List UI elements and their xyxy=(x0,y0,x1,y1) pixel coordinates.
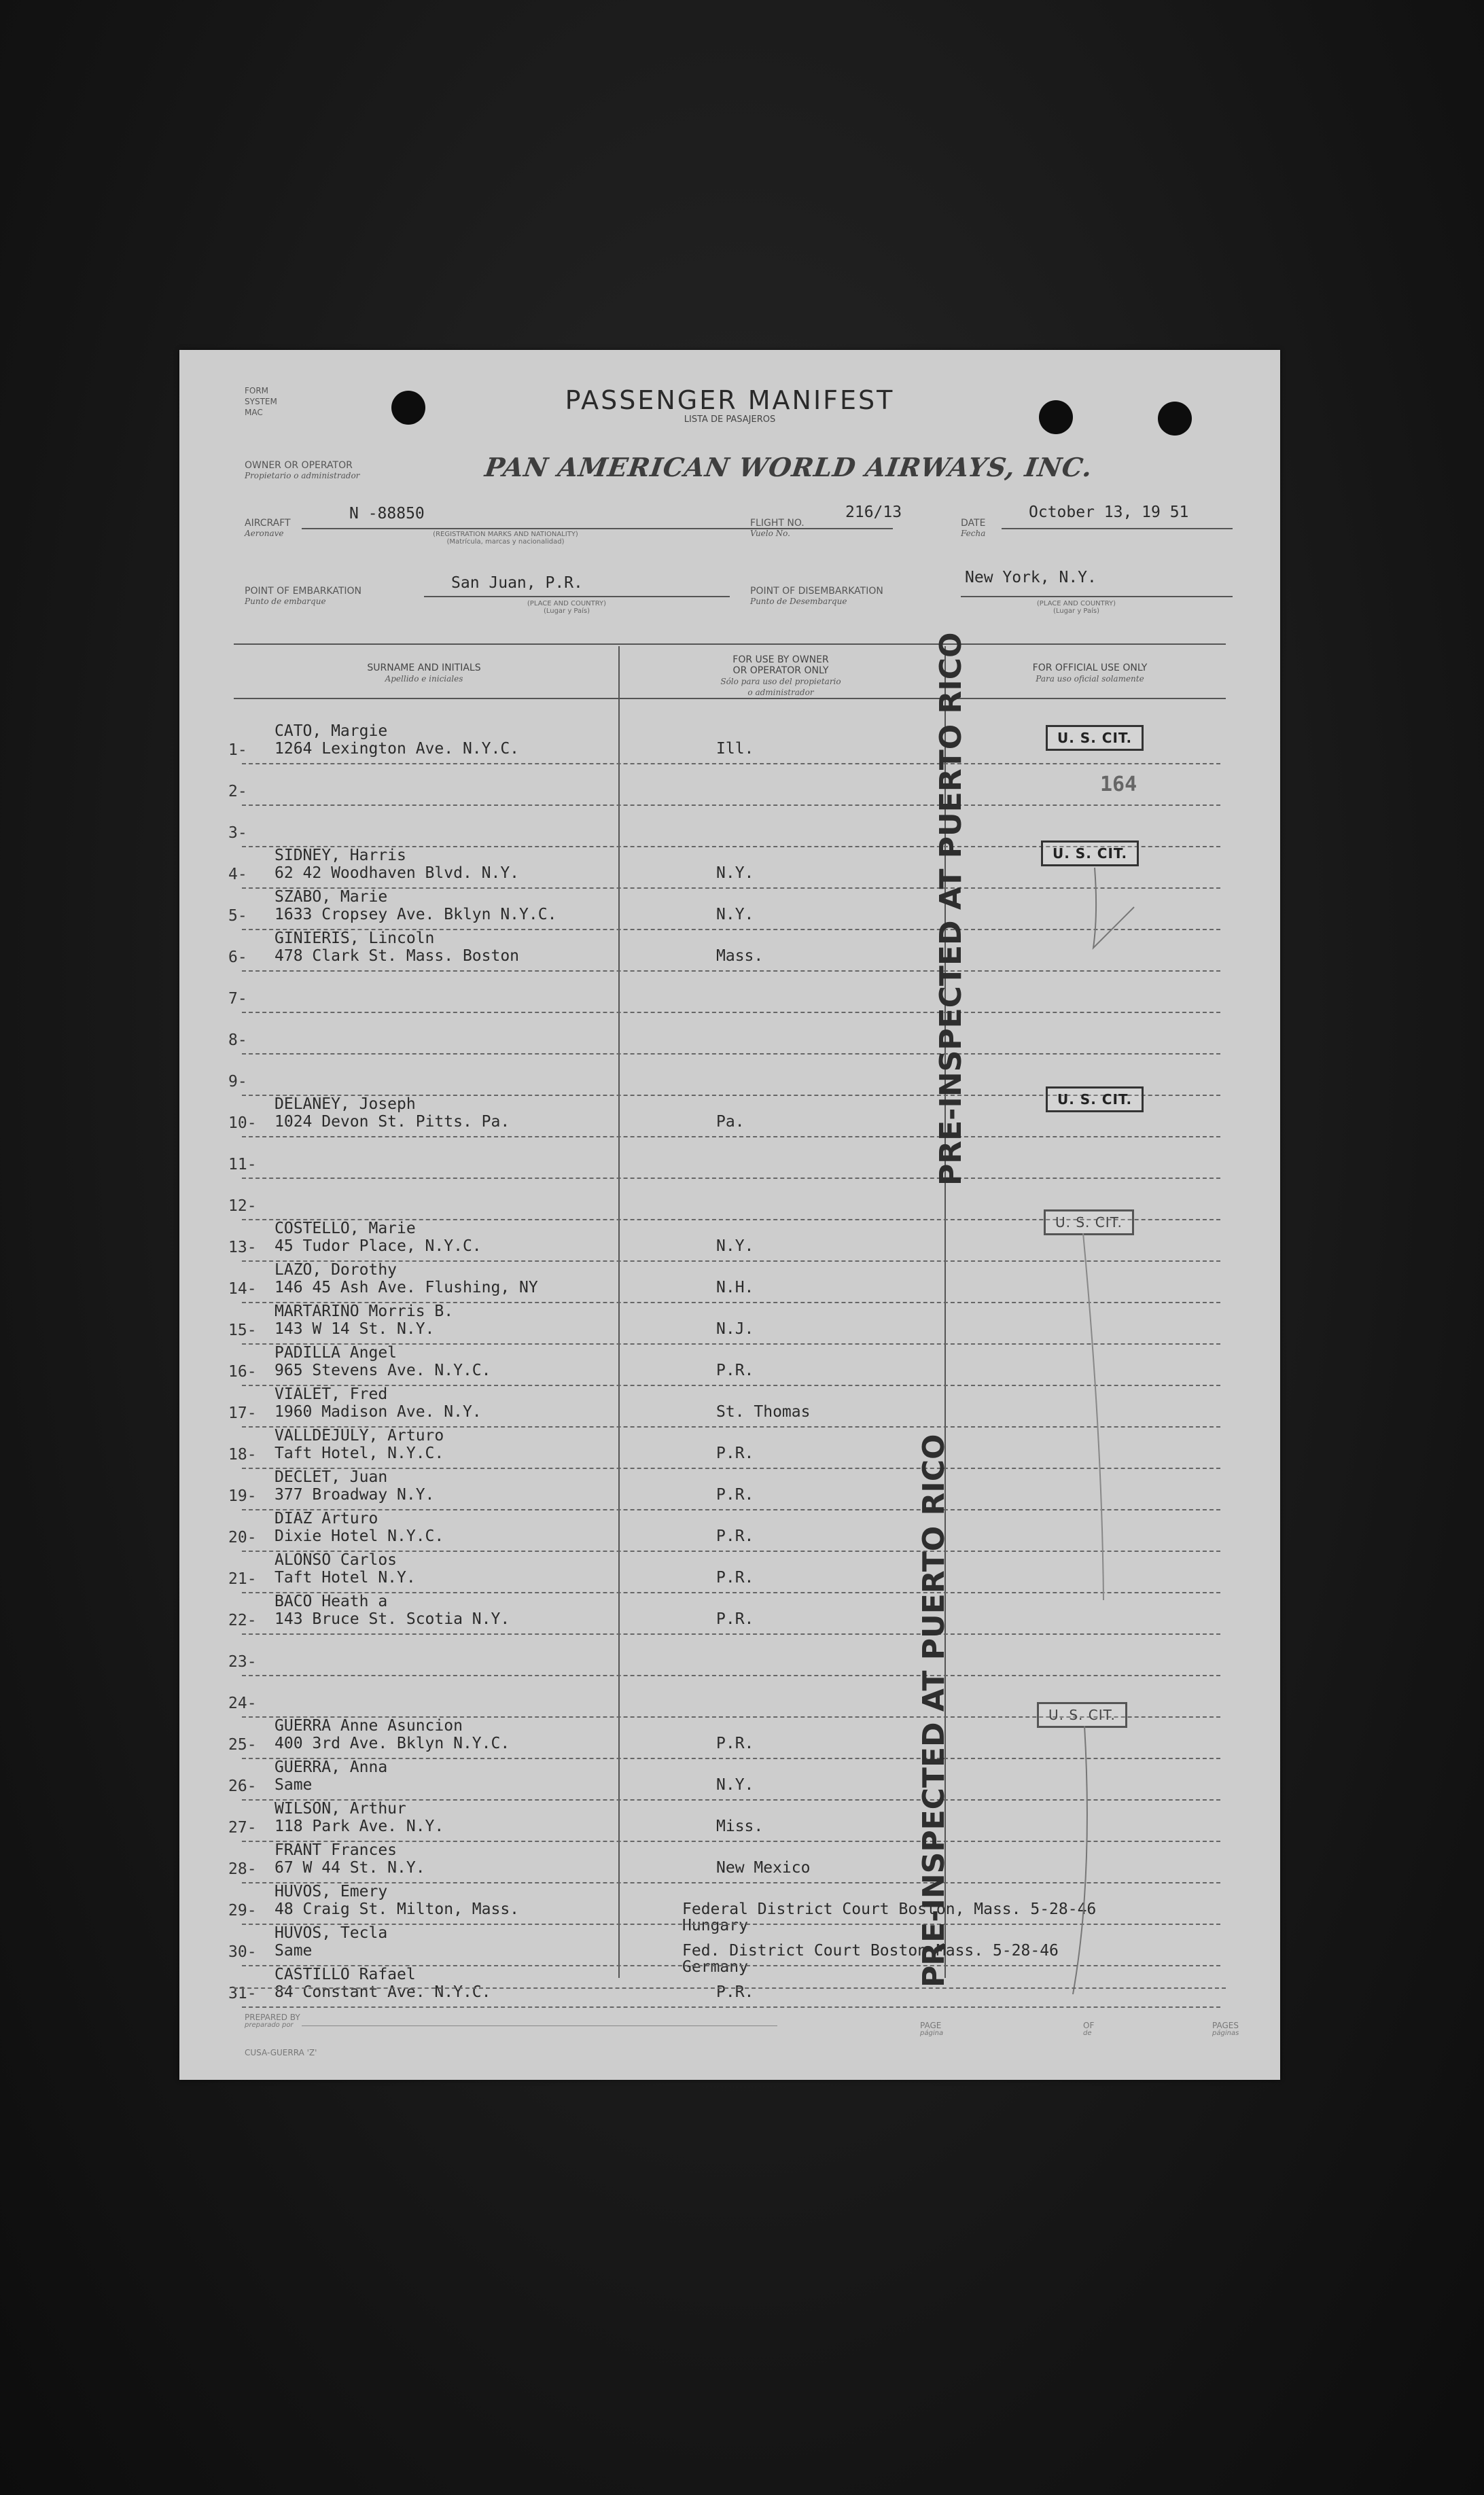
passenger-address: 143 Bruce St. Scotia N.Y. xyxy=(275,1610,510,1628)
passenger-name: DELANEY, Joseph xyxy=(275,1095,416,1113)
residence-note: N.J. xyxy=(716,1320,754,1338)
row-number: 19- xyxy=(228,1487,257,1505)
row-number: 12- xyxy=(228,1197,257,1215)
us-citizen-stamp: U. S. CIT. xyxy=(1041,840,1139,866)
row-number: 6- xyxy=(228,949,247,966)
disembarkation-value: New York, N.Y. xyxy=(965,569,1097,586)
residence-note: Ill. xyxy=(716,740,754,758)
passenger-address: 377 Broadway N.Y. xyxy=(275,1486,435,1504)
page-title: PASSENGER MANIFEST xyxy=(565,385,895,415)
passenger-address: 1960 Madison Ave. N.Y. xyxy=(275,1403,482,1421)
passenger-name: SIDNEY, Harris xyxy=(275,847,406,864)
row-number: 23- xyxy=(228,1653,257,1671)
pen-line xyxy=(1083,1233,1103,1600)
passenger-address: Dixie Hotel N.Y.C. xyxy=(275,1527,444,1545)
row-number: 7- xyxy=(228,990,247,1008)
row-number: 29- xyxy=(228,1902,257,1919)
passenger-address: Taft Hotel, N.Y.C. xyxy=(275,1445,444,1462)
passenger-address: Taft Hotel N.Y. xyxy=(275,1569,416,1587)
passenger-name: DECLET, Juan xyxy=(275,1468,388,1486)
passenger-address: 118 Park Ave. N.Y. xyxy=(275,1818,444,1835)
passenger-address: 146 45 Ash Ave. Flushing, NY xyxy=(275,1279,538,1296)
date-value: October 13, 19 51 xyxy=(1029,503,1189,521)
pen-marks xyxy=(179,350,1280,2080)
residence-note: P.R. xyxy=(716,1983,754,2001)
passenger-name: ALONSO Carlos xyxy=(275,1551,398,1569)
passenger-name: BACO Heath a xyxy=(275,1593,388,1610)
passenger-name: CASTILLO Rafael xyxy=(275,1966,416,1983)
flight-value: 216/13 xyxy=(845,503,902,521)
owner-label: OWNER OR OPERATOR Propietario o administrador xyxy=(245,460,360,480)
residence-note: N.Y. xyxy=(716,1237,754,1255)
row-number: 16- xyxy=(228,1363,257,1381)
aircraft-value: N -88850 xyxy=(349,505,425,523)
row-number: 1- xyxy=(228,741,247,759)
embarkation-label: POINT OF EMBARKATION Punto de embarque xyxy=(245,586,362,606)
passenger-name: WILSON, Arthur xyxy=(275,1800,406,1818)
passenger-address: 965 Stevens Ave. N.Y.C. xyxy=(275,1362,491,1379)
passenger-address: 84 Constant Ave. N.Y.C. xyxy=(275,1983,491,2001)
row-number: 22- xyxy=(228,1612,257,1629)
residence-note: P.R. xyxy=(716,1569,754,1587)
row-number: 30- xyxy=(228,1943,257,1961)
form-code: CUSA-GUERRA 'Z' xyxy=(245,2048,317,2057)
passenger-address: 1024 Devon St. Pitts. Pa. xyxy=(275,1113,510,1131)
passenger-name: VIALET, Fred xyxy=(275,1385,388,1403)
passenger-name: COSTELLO, Marie xyxy=(275,1220,416,1237)
row-number: 27- xyxy=(228,1819,257,1837)
us-citizen-stamp: U. S. CIT. xyxy=(1046,1086,1144,1112)
us-citizen-stamp: U. S. CIT. xyxy=(1037,1702,1127,1728)
of-label: OF de xyxy=(1083,2021,1095,2037)
passenger-name: GINIERIS, Lincoln xyxy=(275,930,435,947)
passenger-name: HUVOS, Tecla xyxy=(275,1924,388,1942)
residence-note: N.Y. xyxy=(716,906,754,923)
row-number: 5- xyxy=(228,907,247,925)
row-number: 10- xyxy=(228,1114,257,1132)
preinspected-stamp: PRE-INSPECTED AT PUERTO RICO xyxy=(934,632,968,1186)
passenger-name: FRANT Frances xyxy=(275,1841,398,1859)
row-number: 2- xyxy=(228,783,247,800)
residence-note: P.R. xyxy=(716,1362,754,1379)
residence-note: St. Thomas xyxy=(716,1403,811,1421)
row-number: 28- xyxy=(228,1860,257,1878)
row-number: 4- xyxy=(228,866,247,883)
passenger-address: 478 Clark St. Mass. Boston xyxy=(275,947,520,965)
passenger-address: 1264 Lexington Ave. N.Y.C. xyxy=(275,740,520,758)
row-number: 3- xyxy=(228,824,247,842)
residence-note: N.Y. xyxy=(716,1776,754,1794)
nationality-note: Hungary xyxy=(682,1917,748,1934)
manifest-sheet xyxy=(179,350,1280,2080)
embarkation-value: San Juan, P.R. xyxy=(451,574,583,592)
pages-label: PAGES páginas xyxy=(1212,2021,1239,2037)
place-note: (PLACE AND COUNTRY) (Lugar y País) xyxy=(527,600,607,615)
residence-note: Fed. District Court Boston Mass. 5-28-46 xyxy=(682,1942,1059,1960)
nationality-note: Germany xyxy=(682,1958,748,1976)
row-number: 8- xyxy=(228,1031,247,1049)
passenger-name: CATO, Margie xyxy=(275,722,388,740)
passenger-name: GUERRA, Anna xyxy=(275,1758,388,1776)
place-note-2: (PLACE AND COUNTRY) (Lugar y País) xyxy=(1036,600,1116,615)
us-citizen-stamp: U. S. CIT. xyxy=(1044,1209,1134,1235)
row-number: 13- xyxy=(228,1239,257,1256)
row-number: 17- xyxy=(228,1404,257,1422)
passenger-name: SZABO, Marie xyxy=(275,888,388,906)
passenger-name: MARTARINO Morris B. xyxy=(275,1303,454,1320)
passenger-address: 62 42 Woodhaven Blvd. N.Y. xyxy=(275,864,520,882)
disembarkation-label: POINT OF DISEMBARKATION Punto de Desembarque xyxy=(750,586,883,606)
operator-name: PAN AMERICAN WORLD AIRWAYS, INC. xyxy=(482,452,1095,482)
passenger-address: 48 Craig St. Milton, Mass. xyxy=(275,1900,520,1918)
preinspected-stamp: PRE-INSPECTED AT PUERTO RICO xyxy=(917,1434,951,1987)
residence-note: New Mexico xyxy=(716,1859,811,1877)
row-number: 18- xyxy=(228,1446,257,1464)
date-label: DATE Fecha xyxy=(961,518,986,538)
row-number: 31- xyxy=(228,1985,257,2002)
flight-label: FLIGHT NO. Vuelo No. xyxy=(750,518,805,538)
passenger-name: HUVOS, Emery xyxy=(275,1883,388,1900)
row-number: 25- xyxy=(228,1736,257,1754)
passenger-address: 67 W 44 St. N.Y. xyxy=(275,1859,425,1877)
passenger-name: PADILLA Angel xyxy=(275,1344,398,1362)
residence-note: Pa. xyxy=(716,1113,745,1131)
pen-check-mark xyxy=(1093,868,1134,948)
row-number: 24- xyxy=(228,1695,257,1712)
page-label: PAGE página xyxy=(920,2021,944,2037)
residence-note: Mass. xyxy=(716,947,764,965)
col-header-official: FOR OFFICIAL USE ONLY Para uso oficial solamente xyxy=(1032,662,1148,684)
registration-note: (REGISTRATION MARKS AND NATIONALITY) (Matrícula, marcas y nacionalidad) xyxy=(433,531,578,546)
row-number: 9- xyxy=(228,1073,247,1091)
footer-rule xyxy=(234,1987,1226,1989)
residence-note: Federal District Court Boston, Mass. 5-28-46 xyxy=(682,1900,1097,1918)
passenger-address: 45 Tudor Place, N.Y.C. xyxy=(275,1237,482,1255)
residence-note: N.Y. xyxy=(716,864,754,882)
row-number: 21- xyxy=(228,1570,257,1588)
col-header-names: SURNAME AND INITIALS Apellido e iniciales xyxy=(367,662,481,684)
residence-note: P.R. xyxy=(716,1527,754,1545)
residence-note: P.R. xyxy=(716,1610,754,1628)
residence-note: P.R. xyxy=(716,1486,754,1504)
passenger-address: 400 3rd Ave. Bklyn N.Y.C. xyxy=(275,1735,510,1752)
row-number: 20- xyxy=(228,1529,257,1546)
passenger-address: 143 W 14 St. N.Y. xyxy=(275,1320,435,1338)
passenger-name: DIAZ Arturo xyxy=(275,1510,378,1527)
us-citizen-stamp: U. S. CIT. xyxy=(1046,725,1144,751)
passenger-address: Same xyxy=(275,1942,313,1960)
passenger-name: GUERRA Anne Asuncion xyxy=(275,1717,463,1735)
handwritten-number: 164 xyxy=(1100,773,1137,796)
row-number: 15- xyxy=(228,1322,257,1339)
row-number: 14- xyxy=(228,1280,257,1298)
passenger-address: 1633 Cropsey Ave. Bklyn N.Y.C. xyxy=(275,906,557,923)
col-header-owner: FOR USE BY OWNER OR OPERATOR ONLY Sólo para uso del propietario o administrador xyxy=(720,654,841,697)
pen-line xyxy=(1073,1726,1087,1994)
residence-note: N.H. xyxy=(716,1279,754,1296)
form-reference: FORM SYSTEM MAC xyxy=(245,386,277,417)
residence-note: P.R. xyxy=(716,1445,754,1462)
row-number: 11- xyxy=(228,1156,257,1173)
passenger-name: LAZO, Dorothy xyxy=(275,1261,398,1279)
residence-note: Miss. xyxy=(716,1818,764,1835)
prepared-by-label: PREPARED BY preparado por xyxy=(245,2013,300,2029)
page-subtitle: LISTA DE PASAJEROS xyxy=(684,414,776,425)
row-number: 26- xyxy=(228,1777,257,1795)
aircraft-label: AIRCRAFT Aeronave xyxy=(245,518,291,538)
residence-note: P.R. xyxy=(716,1735,754,1752)
passenger-address: Same xyxy=(275,1776,313,1794)
prepared-by-line xyxy=(302,2025,777,2026)
passenger-name: VALLDEJULY, Arturo xyxy=(275,1427,444,1445)
